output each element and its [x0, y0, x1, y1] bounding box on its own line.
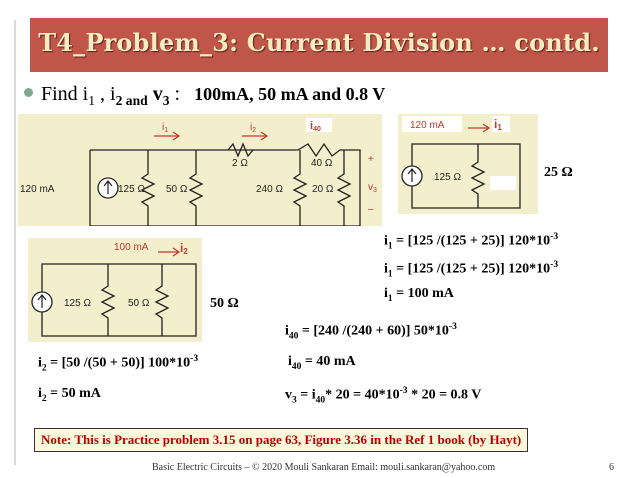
footer-text: Basic Electric Circuits – © 2020 Mouli Sankaran Email: mouli.sankaran@yahoo.com: [152, 462, 496, 473]
source-label: 120 mA: [410, 120, 445, 131]
r-20-label: 20 Ω: [312, 184, 334, 195]
i1-circuit-diagram: [398, 114, 538, 214]
page-number: 6: [609, 462, 614, 473]
reference-note: Note: This is Practice problem 3.15 on page 63, Figure 3.36 in the Ref 1 book (by Hayt): [34, 428, 528, 452]
eq-i1-result: $i_1 = 100$ mA: [384, 286, 454, 304]
r-240-label: 240 Ω: [256, 184, 283, 195]
i2-circuit-diagram: [28, 238, 202, 342]
eq-i1-a: $i_1 = [125$ /(125 + 25)] $120*10^{-3}$: [384, 232, 559, 252]
source-label: 120 mA: [20, 184, 55, 195]
main-circuit-panel: [18, 114, 382, 226]
i40-label: i40: [310, 120, 321, 133]
i2-label: $i_2$: [250, 122, 257, 134]
r-eq-50-label: 50 Ω: [210, 296, 239, 311]
i2-circuit-panel: [28, 238, 202, 342]
i2-label: i2: [180, 241, 188, 256]
i1-label: i1: [494, 117, 502, 132]
r-50-label: 50 Ω: [128, 298, 150, 309]
slide-left-rule: [14, 20, 16, 465]
r-50-label: 50 Ω: [166, 184, 188, 195]
source-label: 100 mA: [114, 242, 149, 253]
eq-i1-b: $i_1 = [125$ /(125 + 25)] $120*10^{-3}$: [384, 260, 559, 280]
find-v-sub: 3: [162, 93, 170, 108]
r-eq-25-label: 25 Ω: [544, 165, 573, 180]
v3-label: $v_3$: [368, 182, 377, 194]
eq-i40-a: $i_{40} = [240$ /(240 + 60)] $50*10^{-3}$: [285, 322, 457, 342]
title-bar: [30, 18, 608, 72]
find-text: Find i: [41, 83, 89, 105]
v3-minus: –: [368, 204, 374, 215]
answer-text: 100mA, 50 mA and 0.8 V: [194, 84, 386, 104]
slide-title: T4_Problem_3: Current Division … contd.: [38, 28, 600, 57]
find-colon: :: [169, 83, 181, 105]
find-v-text: v: [147, 83, 163, 105]
i1-label: $i_1$: [162, 122, 169, 134]
eq-i40-result: $i_{40} = 40$ mA: [288, 354, 356, 372]
find-statement: [24, 83, 385, 109]
r-2-label: 2 Ω: [232, 158, 248, 169]
r-125-label: 125 Ω: [64, 298, 91, 309]
eq-i2-a: $i_2 = [50$ /(50 + 50)] $100*10^{-3}$: [38, 354, 199, 374]
r-125-label: 125 Ω: [434, 172, 461, 183]
find-i2-sub: 2 and: [115, 93, 148, 108]
v3-plus: +: [368, 154, 374, 165]
r-40-label: 40 Ω: [311, 158, 333, 169]
i1-circuit-panel: [398, 114, 538, 214]
eq-v3: $v_3 = i_{40}*$ $20 = 40*10^{-3} * 20 = 0.8$ V: [285, 386, 482, 406]
find-i2-text: , i: [95, 83, 116, 105]
r-125-label: 125 Ω: [118, 184, 145, 195]
mask-box: [490, 176, 516, 190]
bullet-icon: [24, 88, 33, 97]
eq-i2-result: $i_2 = 50$ mA: [38, 386, 101, 404]
find-i1-sub: 1: [88, 93, 96, 108]
main-circuit-diagram: [18, 114, 382, 226]
